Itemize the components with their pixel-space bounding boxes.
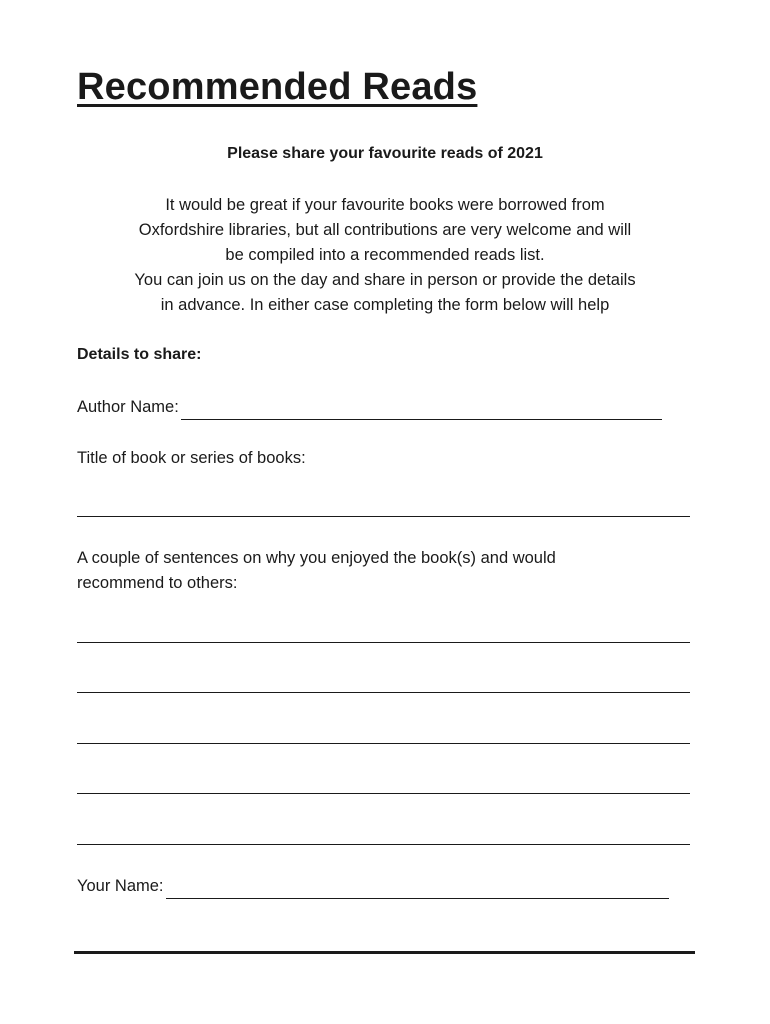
intro-line: It would be great if your favourite books were borrowed from (165, 196, 605, 214)
reason-input-line-5[interactable] (77, 844, 690, 845)
details-heading: Details to share: (77, 346, 202, 363)
reason-input-line-1[interactable] (77, 642, 690, 643)
subtitle: Please share your favourite reads of 2021 (227, 145, 543, 162)
reason-input-line-3[interactable] (77, 743, 690, 744)
your-name-label: Your Name: (77, 877, 164, 895)
intro-line: in advance. In either case completing the form below will help (160, 296, 610, 314)
book-title-label: Title of book or series of books: (77, 449, 306, 467)
intro-line: Oxfordshire libraries, but all contributions are very welcome and will (138, 221, 632, 239)
reason-input-line-2[interactable] (77, 692, 690, 693)
reason-label (77, 546, 556, 596)
author-name-label: Author Name: (77, 398, 179, 416)
intro-line: You can join us on the day and share in person or provide the details (134, 271, 636, 289)
your-name-input-line[interactable] (166, 880, 669, 899)
your-name-field (77, 874, 669, 899)
intro-line: be compiled into a recommended reads list. (225, 246, 545, 264)
intro-paragraph (70, 193, 700, 318)
author-name-field (77, 395, 662, 420)
page-title: Recommended Reads (77, 66, 478, 108)
bottom-rule (74, 951, 695, 954)
book-title-input-line[interactable] (77, 516, 690, 517)
reason-label-line: recommend to others: (77, 574, 238, 592)
reason-label-line: A couple of sentences on why you enjoyed the book(s) and would (77, 549, 556, 567)
reason-input-line-4[interactable] (77, 793, 690, 794)
author-name-input-line[interactable] (181, 401, 662, 420)
